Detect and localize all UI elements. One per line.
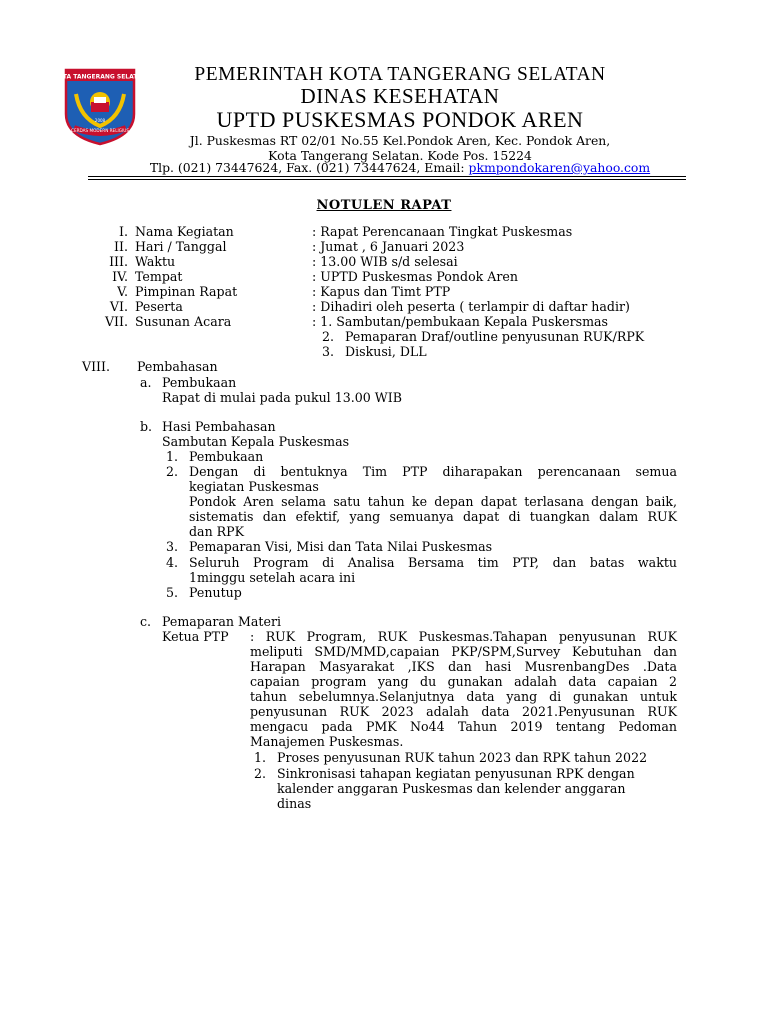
section-letter: c.: [140, 614, 152, 629]
acara-number: 3.: [322, 344, 335, 359]
point-text: Dengan di bentuknya Tim PTP diharapakan perencanaan semua: [189, 464, 677, 479]
item-number: III.: [109, 254, 128, 269]
point-text: Pembukaan: [189, 449, 264, 464]
email-link[interactable]: pkmpondokaren@yahoo.com: [468, 160, 651, 175]
item-value: : 1. Sambutan/pembukaan Kepala Puskersmas: [312, 314, 608, 329]
point-text: Sinkronisasi tahapan kegiatan penyusunan RPK dengan: [277, 766, 635, 781]
materi-text: meliputi SMD/MMD,capaian PKP/SPM,Survey Kebutuhan dan: [250, 644, 677, 659]
header-government: PEMERINTAH KOTA TANGERANG SELATAN: [194, 64, 606, 85]
item-number: IV.: [112, 269, 128, 284]
point-text: dinas: [277, 796, 312, 811]
section-text: Rapat di mulai pada pukul 13.00 WIB: [162, 390, 402, 405]
acara-text: Pemaparan Draf/outline penyusunan RUK/RPK: [345, 329, 645, 344]
item-value: : Rapat Perencanaan Tingkat Puskesmas: [312, 224, 573, 239]
point-text: kegiatan Puskesmas: [189, 479, 319, 494]
section-title: Hasi Pembahasan: [162, 419, 276, 434]
point-text: 1minggu setelah acara ini: [189, 570, 356, 585]
section-letter: a.: [140, 375, 152, 390]
materi-text: Harapan Masyarakat ,IKS dan hasi MusrenbangDes .Data: [250, 659, 677, 674]
point-text: Proses penyusunan RUK tahun 2023 dan RPK tahun 2022: [277, 750, 648, 765]
header-divider: [88, 176, 686, 177]
section-subtitle: Sambutan Kepala Puskesmas: [162, 434, 350, 449]
point-text: Seluruh Program di Analisa Bersama tim PTP, dan batas waktu: [189, 555, 677, 570]
header-address-line1: Jl. Puskesmas RT 02/01 No.55 Kel.Pondok Aren, Kec. Pondok Aren,: [189, 133, 611, 148]
section-letter: b.: [140, 419, 153, 434]
item-number: V.: [117, 284, 128, 299]
point-text: dan RPK: [189, 524, 245, 539]
logo-top-text: KOTA TANGERANG SELATAN: [53, 73, 147, 81]
header-contact: [140, 160, 660, 175]
point-text: Penutup: [189, 585, 242, 600]
logo-year: 2008: [94, 118, 106, 123]
point-number: 3.: [166, 539, 179, 554]
materi-text: capaian program yang du gunakan adalah data capaian 2: [250, 674, 677, 689]
item-value: : 13.00 WIB s/d selesai: [312, 254, 458, 269]
point-number: 1.: [166, 449, 179, 464]
point-number: 5.: [166, 585, 179, 600]
item-label: Hari / Tanggal: [135, 239, 227, 254]
section-title: Pemaparan Materi: [162, 614, 281, 629]
point-text: kalender anggaran Puskesmas dan kelender anggaran: [277, 781, 626, 796]
item-number: VI.: [109, 299, 128, 314]
point-number: 2.: [254, 766, 267, 781]
header-institution: UPTD PUSKESMAS PONDOK AREN: [216, 107, 584, 132]
item-label: Nama Kegiatan: [135, 224, 234, 239]
materi-text: mengacu pada PMK No44 Tahun 2019 tentang Pedoman: [250, 719, 677, 734]
item-value: : UPTD Puskesmas Pondok Aren: [312, 269, 518, 284]
point-text: Pondok Aren selama satu tahun ke depan dapat terlasana dengan baik,: [189, 494, 677, 509]
materi-text: Manajemen Puskesmas.: [250, 734, 404, 749]
item-value: : Kapus dan Timt PTP: [312, 284, 451, 299]
item-label: Pimpinan Rapat: [135, 284, 238, 299]
materi-text: : RUK Program, RUK Puskesmas.Tahapan penyusunan RUK: [250, 629, 677, 644]
item-number: II.: [114, 239, 128, 254]
item-value: : Dihadiri oleh peserta ( terlampir di daftar hadir): [312, 299, 630, 314]
document-title: NOTULEN RAPAT: [316, 198, 452, 213]
item-number: VIII.: [81, 359, 110, 374]
kota-tangerang-selatan-logo: [53, 66, 147, 146]
pembahasan-label: Pembahasan: [137, 359, 218, 374]
acara-number: 2.: [322, 329, 335, 344]
item-value: : Jumat , 6 Januari 2023: [312, 239, 465, 254]
point-number: 1.: [254, 750, 267, 765]
speaker-label: Ketua PTP: [162, 629, 229, 644]
item-number: VII.: [104, 314, 128, 329]
header-divider-thin: [88, 179, 686, 180]
item-label: Waktu: [135, 254, 176, 269]
section-title: Pembukaan: [162, 375, 237, 390]
item-label: Tempat: [135, 269, 183, 284]
point-text: Pemaparan Visi, Misi dan Tata Nilai Puskesmas: [189, 539, 493, 554]
header-address-line2: Kota Tangerang Selatan. Kode Pos. 15224: [268, 148, 532, 163]
materi-text: tahun sebelumnya.Selanjutnya data yang di gunakan untuk: [250, 689, 677, 704]
header-contact-prefix: Tlp. (021) 73447624, Fax. (021) 73447624, Email:: [149, 160, 469, 175]
materi-text: penyusunan RUK 2023 adalah data 2021.Penyusunan RUK: [250, 704, 677, 719]
point-number: 4.: [166, 555, 179, 570]
item-label: Susunan Acara: [135, 314, 232, 329]
acara-text: Diskusi, DLL: [345, 344, 427, 359]
logo-bottom-text: CERDAS MODERN RELIGIUS: [71, 128, 129, 133]
header-department: DINAS KESEHATAN: [300, 84, 500, 108]
point-text: sistematis dan efektif, yang semuanya dapat di tuangkan dalam RUK: [189, 509, 677, 524]
item-label: Peserta: [135, 299, 183, 314]
item-number: I.: [119, 224, 128, 239]
point-number: 2.: [166, 464, 179, 479]
